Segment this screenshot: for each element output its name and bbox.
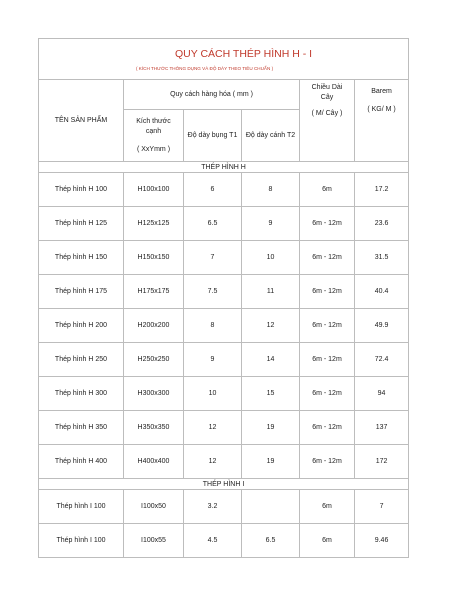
product-name-cell: Thép hình H 125 (39, 207, 124, 241)
header-length (300, 80, 355, 162)
length-cell: 6m - 12m (300, 241, 355, 275)
web-thickness-cell: 10 (184, 377, 242, 411)
weight-cell: 31.5 (355, 241, 409, 275)
product-name-cell: Thép hình I 100 (39, 524, 124, 558)
length-cell: 6m - 12m (300, 207, 355, 241)
web-thickness-cell: 6.5 (184, 207, 242, 241)
length-cell: 6m - 12m (300, 411, 355, 445)
length-cell: 6m - 12m (300, 343, 355, 377)
flange-thickness-cell (242, 490, 300, 524)
weight-cell: 7 (355, 490, 409, 524)
size-cell: H100x100 (124, 173, 184, 207)
length-cell: 6m - 12m (300, 445, 355, 479)
table-row (39, 377, 409, 411)
web-thickness-cell: 7.5 (184, 275, 242, 309)
header-weight-label: Barem (371, 88, 392, 95)
header-flange-thickness: Độ dày cánh T2 (242, 110, 300, 162)
size-cell: H300x300 (124, 377, 184, 411)
web-thickness-cell: 8 (184, 309, 242, 343)
table-row (39, 343, 409, 377)
product-name-cell: Thép hình H 300 (39, 377, 124, 411)
length-cell: 6m - 12m (300, 309, 355, 343)
steel-spec-table (38, 38, 409, 558)
size-cell: H400x400 (124, 445, 184, 479)
product-name-cell: Thép hình H 175 (39, 275, 124, 309)
length-cell: 6m - 12m (300, 377, 355, 411)
length-cell: 6m (300, 490, 355, 524)
flange-thickness-cell: 15 (242, 377, 300, 411)
table-row (39, 309, 409, 343)
web-thickness-cell: 3.2 (184, 490, 242, 524)
product-name-cell: Thép hình H 400 (39, 445, 124, 479)
header-weight (355, 80, 409, 162)
title-cell (39, 39, 409, 80)
length-cell: 6m (300, 524, 355, 558)
weight-cell: 17.2 (355, 173, 409, 207)
header-size-line1: Kích thước (136, 117, 171, 125)
table-row (39, 490, 409, 524)
header-spec-group: Quy cách hàng hóa ( mm ) (124, 80, 300, 110)
header-product-name: TÊN SẢN PHẨM (39, 80, 124, 162)
size-cell: I100x50 (124, 490, 184, 524)
weight-cell: 172 (355, 445, 409, 479)
header-size-line2: cạnh (145, 127, 162, 135)
header-length-unit: ( M/ Cây ) (311, 110, 343, 117)
header-weight-unit: ( KG/ M ) (367, 106, 396, 113)
size-cell: H250x250 (124, 343, 184, 377)
flange-thickness-cell: 19 (242, 445, 300, 479)
size-cell: H350x350 (124, 411, 184, 445)
product-name-cell: Thép hình I 100 (39, 490, 124, 524)
product-name-cell: Thép hình H 200 (39, 309, 124, 343)
weight-cell: 94 (355, 377, 409, 411)
product-name-cell: Thép hình H 250 (39, 343, 124, 377)
web-thickness-cell: 4.5 (184, 524, 242, 558)
header-web-thickness: Độ dày bụng T1 (184, 110, 242, 162)
weight-cell: 72.4 (355, 343, 409, 377)
web-thickness-cell: 12 (184, 445, 242, 479)
web-thickness-cell: 12 (184, 411, 242, 445)
header-size-unit: ( XxYmm ) (136, 145, 171, 153)
table-row (39, 524, 409, 558)
flange-thickness-cell: 12 (242, 309, 300, 343)
section-i-title: THÉP HÌNH I (39, 479, 409, 490)
weight-cell: 137 (355, 411, 409, 445)
flange-thickness-cell: 6.5 (242, 524, 300, 558)
weight-cell: 49.9 (355, 309, 409, 343)
flange-thickness-cell: 14 (242, 343, 300, 377)
web-thickness-cell: 7 (184, 241, 242, 275)
header-size (124, 110, 184, 162)
weight-cell: 23.6 (355, 207, 409, 241)
product-name-cell: Thép hình H 150 (39, 241, 124, 275)
size-cell: H125x125 (124, 207, 184, 241)
header-length-line1: Chiều Dài (311, 84, 343, 91)
weight-cell: 40.4 (355, 275, 409, 309)
rows-h-group (39, 173, 409, 479)
table-row (39, 275, 409, 309)
header-length-line2: Cây (320, 94, 334, 101)
flange-thickness-cell: 8 (242, 173, 300, 207)
web-thickness-cell: 6 (184, 173, 242, 207)
length-cell: 6m - 12m (300, 275, 355, 309)
product-name-cell: Thép hình H 100 (39, 173, 124, 207)
table-subtitle: ( KÍCH THƯỚC THÔNG DỤNG VÀ ĐỘ DÀY THEO TIÊU CHUẨN ) (136, 66, 274, 71)
size-cell: H150x150 (124, 241, 184, 275)
product-name-cell: Thép hình H 350 (39, 411, 124, 445)
table-row (39, 411, 409, 445)
size-cell: H175x175 (124, 275, 184, 309)
table-row (39, 207, 409, 241)
table-row (39, 445, 409, 479)
table-title: QUY CÁCH THÉP HÌNH H - I (174, 48, 313, 60)
flange-thickness-cell: 11 (242, 275, 300, 309)
rows-i-group (39, 490, 409, 558)
section-h-title: THÉP HÌNH H (39, 162, 409, 173)
table-row (39, 173, 409, 207)
flange-thickness-cell: 9 (242, 207, 300, 241)
web-thickness-cell: 9 (184, 343, 242, 377)
table-row (39, 241, 409, 275)
flange-thickness-cell: 19 (242, 411, 300, 445)
size-cell: I100x55 (124, 524, 184, 558)
weight-cell: 9.46 (355, 524, 409, 558)
length-cell: 6m (300, 173, 355, 207)
flange-thickness-cell: 10 (242, 241, 300, 275)
size-cell: H200x200 (124, 309, 184, 343)
